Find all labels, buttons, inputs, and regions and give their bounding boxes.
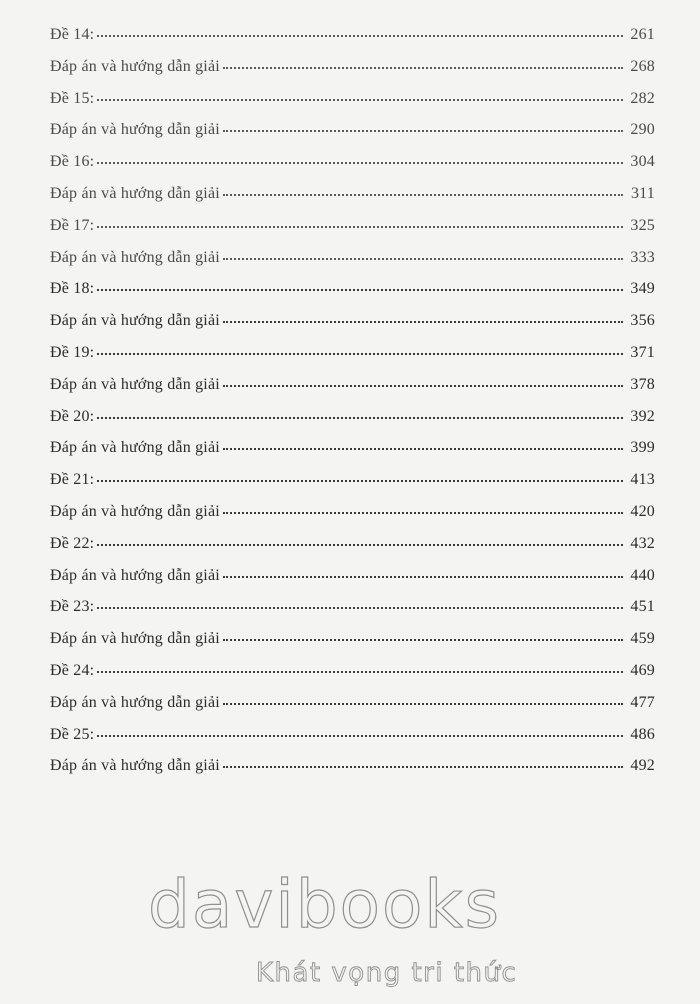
toc-entry-page: 420 <box>630 502 655 520</box>
toc-entry-page: 290 <box>630 121 655 139</box>
toc-entry[interactable] <box>50 217 655 249</box>
toc-entry-page: 399 <box>630 439 655 457</box>
toc-entry[interactable] <box>50 598 655 630</box>
dot-leader <box>97 98 623 101</box>
toc-entry[interactable] <box>50 249 655 281</box>
toc-entry[interactable] <box>50 439 655 471</box>
toc-entry[interactable] <box>50 726 655 758</box>
dot-leader <box>97 543 623 546</box>
toc-entry[interactable] <box>50 58 655 90</box>
toc-entry-label: Đáp án và hướng dẫn giải <box>50 566 220 584</box>
toc-entry[interactable] <box>50 185 655 217</box>
toc-entry-label: Đề 15: <box>50 89 95 107</box>
toc-entry-page: 432 <box>630 534 655 552</box>
toc-entry-label: Đáp án và hướng dẫn giải <box>50 757 220 775</box>
toc-entry-label: Đáp án và hướng dẫn giải <box>50 312 220 330</box>
toc-entry-label: Đề 17: <box>50 216 95 234</box>
toc-entry-label: Đề 14: <box>50 26 95 43</box>
toc-entry-label: Đáp án và hướng dẫn giải <box>50 439 220 457</box>
toc-entry[interactable] <box>50 90 655 122</box>
toc-entry-label: Đáp án và hướng dẫn giải <box>50 630 220 648</box>
toc-entry[interactable] <box>50 471 655 503</box>
toc-entry-label: Đề 18: <box>50 280 95 298</box>
publisher-tagline: Khát vọng tri thức <box>256 958 518 988</box>
toc-entry[interactable] <box>50 535 655 567</box>
toc-entry-page: 459 <box>630 630 655 648</box>
dot-leader <box>223 129 623 132</box>
toc-entry-label: Đề 24: <box>50 661 95 679</box>
toc-entry-page: 268 <box>630 57 655 75</box>
toc-entry-page: 282 <box>630 89 655 107</box>
dot-leader <box>97 225 623 228</box>
dot-leader <box>223 384 623 387</box>
toc-entry-label: Đề 19: <box>50 343 95 361</box>
toc-entry-page: 378 <box>630 375 655 393</box>
dot-leader <box>223 702 623 705</box>
dot-leader <box>223 320 623 323</box>
toc-entry-page: 371 <box>630 343 655 361</box>
toc-entry[interactable] <box>50 26 655 58</box>
toc-entry[interactable] <box>50 376 655 408</box>
toc-entry-page: 477 <box>630 693 655 711</box>
dot-leader <box>223 575 623 578</box>
dot-leader <box>223 765 623 768</box>
dot-leader <box>97 288 623 291</box>
toc-entry-page: 392 <box>630 407 655 425</box>
toc-entry-label: Đáp án và hướng dẫn giải <box>50 502 220 520</box>
toc-entry-page: 356 <box>630 312 655 330</box>
toc-entry-page: 413 <box>630 471 655 489</box>
dot-leader <box>223 447 623 450</box>
toc-entry-page: 261 <box>630 26 655 43</box>
toc-entry-label: Đề 16: <box>50 153 95 171</box>
toc-entry[interactable] <box>50 662 655 694</box>
toc-entry[interactable] <box>50 503 655 535</box>
publisher-name: davibooks <box>148 866 501 943</box>
dot-leader <box>223 638 623 641</box>
toc-entry-page: 440 <box>630 566 655 584</box>
toc-entry-label: Đề 22: <box>50 534 95 552</box>
dot-leader <box>97 34 623 37</box>
dot-leader <box>97 416 623 419</box>
toc-entry-page: 304 <box>630 153 655 171</box>
toc-entry[interactable] <box>50 121 655 153</box>
dot-leader <box>97 606 623 609</box>
toc-entry-label: Đáp án và hướng dẫn giải <box>50 57 220 75</box>
dot-leader <box>223 193 623 196</box>
toc-entry[interactable] <box>50 567 655 599</box>
toc-entry-label: Đáp án và hướng dẫn giải <box>50 248 220 266</box>
toc-entry-page: 311 <box>630 184 655 202</box>
dot-leader <box>223 66 623 69</box>
dot-leader <box>97 352 623 355</box>
toc-entry-page: 492 <box>630 757 655 775</box>
toc-entry-page: 325 <box>630 216 655 234</box>
toc-entry[interactable] <box>50 344 655 376</box>
dot-leader <box>223 257 623 260</box>
toc-entry-page: 349 <box>630 280 655 298</box>
toc-entry-label: Đề 23: <box>50 598 95 616</box>
toc-entry[interactable] <box>50 630 655 662</box>
toc-entry[interactable] <box>50 312 655 344</box>
toc-entry-label: Đáp án và hướng dẫn giải <box>50 375 220 393</box>
publisher-watermark <box>148 866 548 992</box>
dot-leader <box>97 479 623 482</box>
dot-leader <box>223 511 623 514</box>
toc-entry-label: Đề 20: <box>50 407 95 425</box>
toc-entry-label: Đáp án và hướng dẫn giải <box>50 184 220 202</box>
dot-leader <box>97 670 623 673</box>
toc-entry-label: Đáp án và hướng dẫn giải <box>50 693 220 711</box>
toc-entry[interactable] <box>50 757 655 789</box>
toc-entry-page: 486 <box>630 725 655 743</box>
toc-entry-label: Đề 25: <box>50 725 95 743</box>
toc-entry-label: Đáp án và hướng dẫn giải <box>50 121 220 139</box>
dot-leader <box>97 161 623 164</box>
toc-entry-page: 451 <box>630 598 655 616</box>
table-of-contents <box>50 26 655 789</box>
toc-entry-page: 469 <box>630 661 655 679</box>
toc-entry-page: 333 <box>630 248 655 266</box>
toc-entry[interactable] <box>50 153 655 185</box>
toc-entry[interactable] <box>50 408 655 440</box>
toc-entry-label: Đề 21: <box>50 471 95 489</box>
toc-entry[interactable] <box>50 280 655 312</box>
dot-leader <box>97 734 623 737</box>
toc-entry[interactable] <box>50 694 655 726</box>
